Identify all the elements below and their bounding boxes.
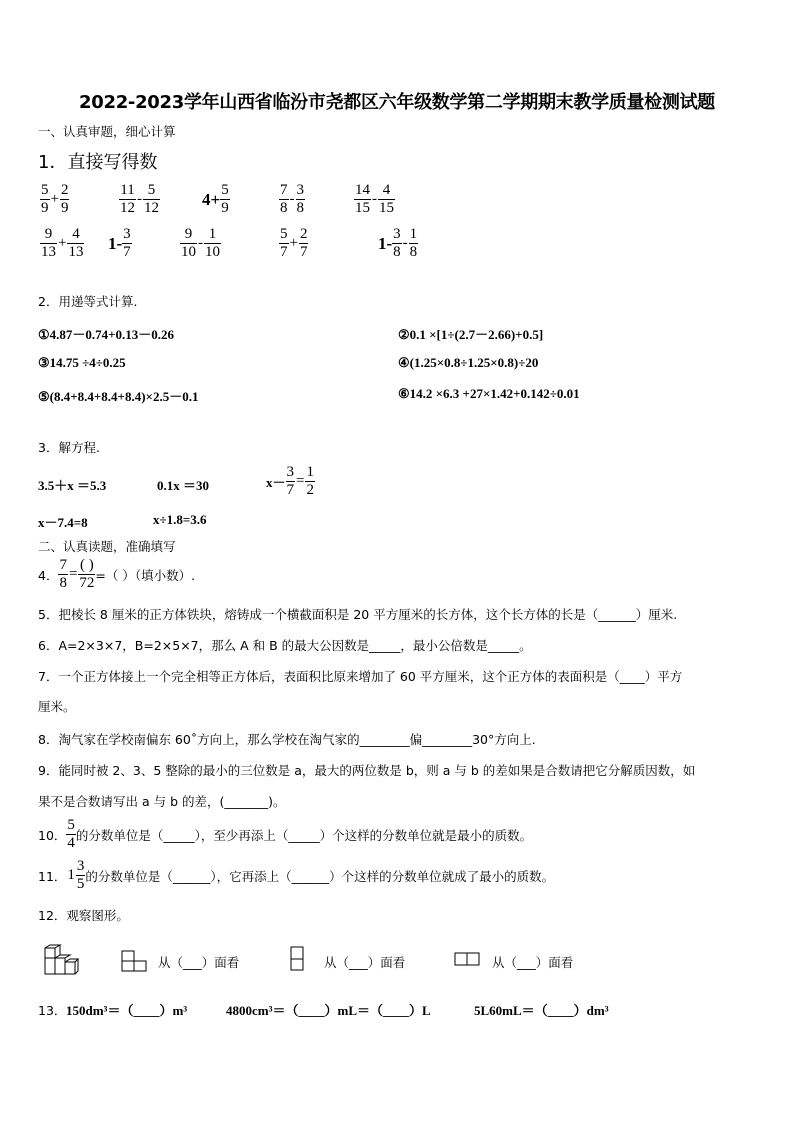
q13-part-2: 4800cm³＝（____）mL＝（____）L [226,1003,431,1018]
fraction: $\frac{2}{7}$ [299,226,308,260]
q1-expr-3: 4+ $\frac{5}{9}$ [202,182,229,216]
section-1-heading: 一、认真审题，细心计算 [38,124,176,139]
fraction: $\frac{3}{8}$ [393,226,401,260]
fraction: $\frac{3}{8}$ [296,182,304,216]
fraction: $\frac{( )}{72}$ [79,557,95,591]
fraction: $\frac{2}{9}$ [60,182,69,216]
view-1-figure [121,950,149,972]
fraction: $\frac{9}{13}$ [41,226,56,260]
q7-line-1: 7．一个正方体接上一个完全相等正方体后，表面积比原来增加了 60 平方厘米，这个正方体的表面积是（____）平方 [38,669,683,684]
fraction: $\frac{7}{8}$ [280,182,288,216]
q3-equation-2: 0.1x ＝30 [157,478,210,493]
q3-equation-4: x－7.4=8 [38,515,88,530]
section-2-heading: 二、认真读题，准确填写 [38,539,176,554]
q3-equation-5: x÷1.8=3.6 [153,512,207,527]
view-2-figure [290,946,306,972]
fraction: $\frac{5}{9}$ [221,182,229,216]
fraction: $\frac{5}{7}$ [280,226,288,260]
fraction: $\frac{1}{8}$ [409,226,418,260]
fraction: $\frac{4}{15}$ [379,182,394,216]
fraction: $\frac{9}{10}$ [181,226,196,260]
fraction: $\frac{5}{12}$ [144,182,159,216]
fraction: $\frac{1}{2}$ [306,464,314,498]
q12-heading: 12．观察图形。 [38,908,129,923]
fraction: $\frac{3}{7}$ [123,226,131,260]
q4: 4． $\frac{7}{8}$ = $\frac{( )}{72}$ =（ ）（填小数）. [38,557,196,591]
q13-number: 13． [38,1003,67,1018]
q1-expr-4: $\frac{7}{8}$ - $\frac{3}{8}$ [280,182,304,216]
q12-view-1: 从（___）面看 [158,955,240,970]
cube-stack-figure [44,944,80,976]
q1-expr-7: 1- $\frac{3}{7}$ [108,226,131,260]
fraction: $\frac{3}{5}$ [76,858,85,892]
page-title: 2022-2023学年山西省临汾市尧都区六年级数学第二学期期末教学质量检测试题 [79,92,715,113]
q3-heading: 3．解方程. [38,440,100,455]
q1-expr-10: 1- $\frac{3}{8}$ - $\frac{1}{8}$ [378,226,418,260]
fraction: $\frac{4}{13}$ [68,226,84,260]
q1-expr-2: $\frac{11}{12}$ - $\frac{5}{12}$ [120,182,159,216]
q10: 10． $\frac{5}{4}$ 的分数单位是（_____），至少再添上（_____）个这样的分数单位就是最小的质数。 [38,817,533,851]
q2-item-6: ⑥14.2 ×6.3 +27×1.42+0.142÷0.01 [398,386,580,401]
q2-item-4: ④(1.25×0.8÷1.25×0.8)÷20 [398,355,539,370]
view-3-figure [454,952,482,968]
q13-part-3: 5L60mL＝（____）dm³ [474,1003,609,1018]
q13-part-1: 150dm³＝（____）m³ [66,1003,188,1018]
q3-equation-1: 3.5＋x ＝5.3 [38,478,107,493]
q2-item-2: ②0.1 ×[1÷(2.7－2.66)+0.5] [398,327,544,342]
q3-equation-3: x－ $\frac{3}{7}$ = $\frac{1}{2}$ [266,464,314,498]
q9-line-1: 9．能同时被 2、3、5 整除的最小的三位数是 a，最大的两位数是 b，则 a 与 b 的差如果是合数请把它分解质因数，如 [38,763,696,778]
q1-heading: 1．直接写得数 [38,152,158,173]
q7-line-2: 厘米。 [38,699,76,714]
q12-view-3: 从（___）面看 [492,955,574,970]
fraction: $\frac{5}{9}$ [41,182,49,216]
q1-expr-1: $\frac{5}{9}$ + $\frac{2}{9}$ [41,182,69,216]
q11: 11． 1 $\frac{3}{5}$ 的分数单位是（______），它再添上（______）个这样的分数单位就成了最小的质数。 [38,858,555,892]
fraction: $\frac{5}{4}$ [67,817,75,851]
q2-item-1: ①4.87－0.74+0.13－0.26 [38,327,175,342]
q6: 6．A=2×3×7，B=2×5×7，那么 A 和 B 的最大公因数是_____，最小公倍数是_____。 [38,638,532,653]
q1-expr-6: $\frac{9}{13}$ + $\frac{4}{13}$ [41,226,84,260]
q1-expr-8: $\frac{9}{10}$ - $\frac{1}{10}$ [181,226,220,260]
q1-expr-5: $\frac{14}{15}$ - $\frac{4}{15}$ [355,182,394,216]
fraction: $\frac{1}{10}$ [205,226,220,260]
q2-item-3: ③14.75 ÷4÷0.25 [38,355,126,370]
q2-heading: 2．用递等式计算. [38,294,138,309]
fraction: $\frac{11}{12}$ [120,182,135,216]
fraction: $\frac{14}{15}$ [355,182,370,216]
q9-line-2: 果不是合数请写出 a 与 b 的差，(_______)。 [38,794,286,809]
q8: 8．淘气家在学校南偏东 60˚方向上，那么学校在淘气家的________偏________30°方向上. [38,732,536,747]
q5: 5．把棱长 8 厘米的正方体铁块，熔铸成一个横截面积是 20 平方厘米的长方体，这个长方体的长是（______）厘米. [38,607,678,622]
fraction: $\frac{3}{7}$ [286,464,295,498]
fraction: $\frac{7}{8}$ [59,557,67,591]
q12-view-2: 从（___）面看 [324,955,406,970]
q1-expr-9: $\frac{5}{7}$ + $\frac{2}{7}$ [280,226,308,260]
q2-item-5: ⑤(8.4+8.4+8.4+8.4)×2.5－0.1 [38,389,199,404]
